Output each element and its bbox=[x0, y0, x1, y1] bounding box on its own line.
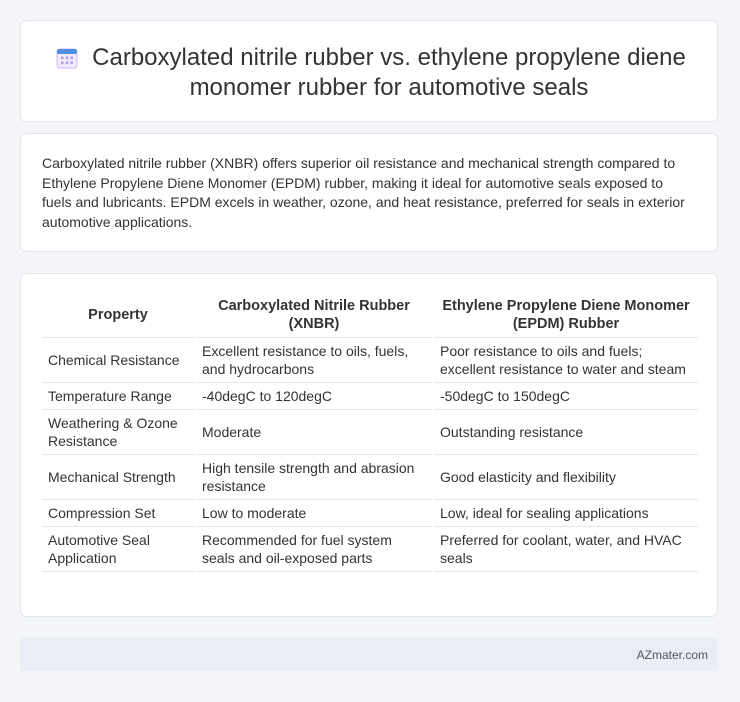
table-row bbox=[42, 410, 698, 455]
row-xnbr-value: Excellent resistance to oils, fuels, and hydrocarbons bbox=[195, 338, 433, 383]
row-property: Mechanical Strength bbox=[42, 455, 195, 500]
row-epdm-value: Low, ideal for sealing applications bbox=[433, 500, 698, 527]
column-header-epdm: Ethylene Propylene Diene Monomer (EPDM) Rubber bbox=[433, 294, 698, 338]
row-epdm-value: Preferred for coolant, water, and HVAC seals bbox=[433, 527, 698, 572]
row-property: Automotive Seal Application bbox=[42, 527, 195, 572]
footer-brand: AZmater.com bbox=[636, 648, 708, 662]
footer-bar bbox=[20, 638, 718, 671]
table-row bbox=[42, 338, 698, 383]
row-xnbr-value: High tensile strength and abrasion resistance bbox=[195, 455, 433, 500]
table-header-row bbox=[42, 294, 698, 338]
summary-paragraph: Carboxylated nitrile rubber (XNBR) offers superior oil resistance and mechanical strength compared to Ethylene Propylene Diene Monomer (EPDM) rubber, making it ideal for automotive seals exposed to fuels and lubricants. EPDM excels in weather, ozone, and heat resistance, preferred for seals in exterior automotive applications. bbox=[42, 155, 685, 230]
row-epdm-value: Good elasticity and flexibility bbox=[433, 455, 698, 500]
row-xnbr-value: Moderate bbox=[195, 410, 433, 455]
column-header-xnbr: Carboxylated Nitrile Rubber (XNBR) bbox=[195, 294, 433, 338]
row-epdm-value: Poor resistance to oils and fuels; excellent resistance to water and steam bbox=[433, 338, 698, 383]
row-xnbr-value: -40degC to 120degC bbox=[195, 383, 433, 410]
page-title: Carboxylated nitrile rubber vs. ethylene propylene diene monomer rubber for automotive seals bbox=[92, 44, 686, 101]
table-row bbox=[42, 383, 698, 410]
column-header-property: Property bbox=[42, 294, 195, 338]
row-epdm-value: Outstanding resistance bbox=[433, 410, 698, 455]
row-property: Temperature Range bbox=[42, 383, 195, 410]
comparison-table bbox=[42, 294, 698, 572]
row-property: Compression Set bbox=[42, 500, 195, 527]
row-property: Weathering & Ozone Resistance bbox=[42, 410, 195, 455]
table-row bbox=[42, 455, 698, 500]
row-property: Chemical Resistance bbox=[42, 338, 195, 383]
table-row bbox=[42, 500, 698, 527]
summary-card bbox=[20, 133, 718, 252]
table-row bbox=[42, 527, 698, 572]
title-card bbox=[20, 20, 718, 122]
row-epdm-value: -50degC to 150degC bbox=[433, 383, 698, 410]
comparison-table-card bbox=[20, 273, 718, 617]
row-xnbr-value: Recommended for fuel system seals and oil-exposed parts bbox=[195, 527, 433, 572]
row-xnbr-value: Low to moderate bbox=[195, 500, 433, 527]
